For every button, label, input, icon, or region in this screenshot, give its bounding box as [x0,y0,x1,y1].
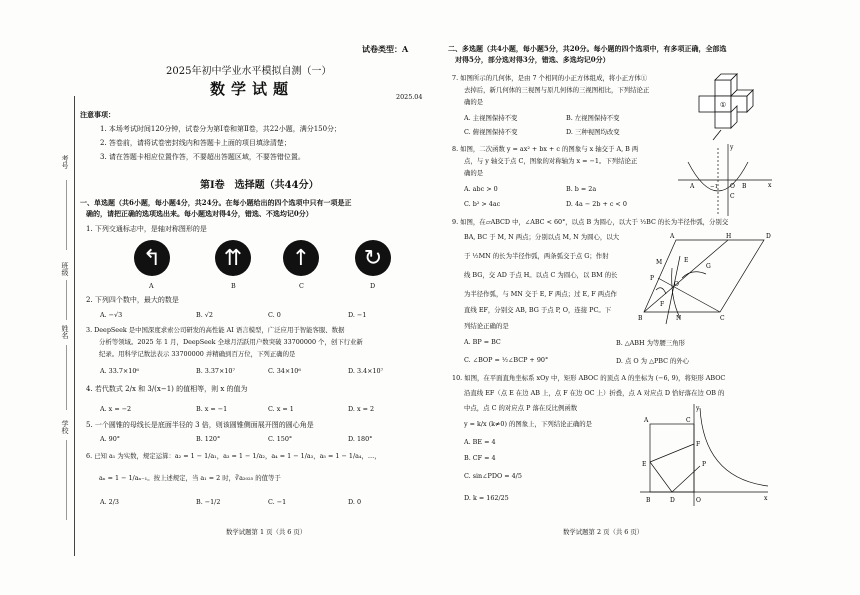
binding-blank-1 [66,180,67,250]
q9-line3: 于 ½MN 的长为半径作弧，两条弧交于点 G；作射 [464,252,609,260]
q8-label-neg1: −1 [710,184,719,190]
q7-option-c: C. 俯视图保持不变 [464,128,518,136]
q6-option-c: C. −1 [268,498,287,506]
q3-option-b: B. 3.37×10⁷ [196,367,236,375]
paper-type: 试卷类型：A [362,44,409,54]
q9-parallelogram-figure [636,228,776,328]
q10-line3: 中点，点 C 的对应点 P 落在反比例函数 [464,404,578,412]
q9-label-c: C [720,315,725,322]
q10-line1: 10. 如图，在平面直角坐标系 xOy 中，矩形 ABOC 的顶点 A 的坐标为 (−6, 9)，将矩形 ABOC [452,374,726,382]
q8-label-y: y [730,144,734,151]
q6-line1: 6. 已知 a₁ 为实数，规定运算：a₂ = 1 − 1/a₁，a₃ = 1 − 1/a₂，a₄ = 1 − 1/a₃，a₅ = 1 − 1/a₄，…， [86,452,381,460]
q9-label-e: E [684,257,689,264]
footer-right: 数学试题第 2 页（共 6 页） [563,528,644,536]
q9-option-c: C. ∠BOP = ½∠BCP + 90° [464,356,549,364]
q9-label-o: O [674,281,679,288]
q7-line1: 7. 如图所示的几何体，是由 7 个相同的小正方体组成，将小正方体① [452,74,648,82]
q8-line3: 确的是 [464,169,484,177]
exam-title: 2025年初中学业水平模拟自测（一） [166,66,332,77]
q6-option-d: D. 0 [348,498,362,506]
binding-blank-2 [66,280,67,320]
notice-heading: 注意事项： [80,110,115,119]
q8-label-b: B [742,183,747,190]
q9-line2: BA, BC 于 M, N 两点；分别以点 M, N 为圆心，以大 [464,233,620,241]
q2-option-c: C. 0 [268,311,281,319]
q9-label-d: D [766,233,771,240]
binding-label-exam-number: 考号 [61,155,69,169]
binding-label-class: 班级 [61,262,69,276]
q3-line2: 分析等领域。2025 年 1 月，DeepSeek 全球月活跃用户数突破 33700000 个，创下行业新 [99,338,363,346]
q1-sign-d-roundabout-icon: ↻ [355,240,391,276]
q7-line2: 去掉后，新几何体的三视图与原几何体的三视图相比，下列结论正 [464,86,650,94]
q3-option-a: A. 33.7×10⁶ [100,367,139,375]
q3-line3: 纪录。用科学记数法表示 33700000 并精确到百万位，下列正确的是 [99,350,296,358]
q9-label-b: B [638,315,643,322]
q1-label-d: D [370,282,376,290]
q9-label-p: P [650,275,655,282]
q1-label-a: A [149,282,154,290]
q6-line2: aₙ = 1 − 1/aₙ₋₁。按上述规定，当 a₁ = 2 时，∛a₂₀₂₅ 的值等于 [99,474,281,482]
q8-label-c: C [730,193,735,200]
q9-line4: 线 BG，交 AD 于点 H。以点 C 为圆心，以 BM 的长 [464,271,618,279]
q2-option-d: D. −1 [348,311,367,319]
binding-label-name: 姓名 [61,325,69,339]
q5-option-b: B. 120° [196,435,221,443]
q10-label-a: A [644,417,649,424]
q7-fig-label: ① [719,101,727,109]
q10-label-x: x [764,495,768,502]
q8-option-d: D. 4a − 2b + c < 0 [566,200,627,208]
notice-item-1: 1. 本场考试时间120分钟，试卷分为第Ⅰ卷和第Ⅱ卷，共22小题，满分150分； [100,125,342,133]
q3-option-c: C. 34×10⁶ [268,367,301,375]
q8-option-a: A. abc > 0 [464,185,498,193]
q9-label-n: N [676,315,682,322]
section2-line1: 二、多选题（共4小题，每小题5分，共20分。每小题的四个选项中，有多项正确，全部选 [448,44,727,53]
q10-label-y: y [696,405,700,412]
q9-option-d: D. 点 O 为 △PBC 的外心 [616,357,690,365]
q10-label-f: F [696,441,701,448]
q3-option-d: D. 3.4×10⁷ [348,367,384,375]
q8-parabola-figure [676,140,776,220]
subject-title: 数学试题 [210,80,295,98]
q9-label-a: A [670,233,675,240]
volume1-title: 第Ⅰ卷 选择题（共44分） [200,180,319,191]
q5-option-c: C. 150° [268,435,293,443]
notice-item-3: 3. 请在答题卡相应位置作答，不要超出答题区域，不要答错位置。 [100,153,305,161]
q1-sign-b-split-arrows-icon: ⇈ [215,240,251,276]
q2-option-a: A. −√3 [100,311,123,319]
q9-line6: 直线 EF，分别交 AB, BG 于点 P, O，连接 PC。下 [464,306,612,314]
q7-option-b: B. 左视图保持不变 [566,114,620,122]
binding-line [74,96,75,556]
q10-coordinate-figure [638,400,772,512]
q4-stem: 4. 若代数式 2/x 和 3/(x−1) 的值相等，则 x 的值为 [86,385,248,393]
q7-cube-figure [695,70,770,145]
q8-label-a: A [690,183,695,190]
q1-sign-c-straight-arrow-icon: ↑ [283,240,319,276]
q7-option-a: A. 主视图保持不变 [464,114,518,122]
q10-option-b: B. CF = 4 [464,454,496,462]
q10-label-c: C [686,417,691,424]
q8-line2: 点，与 y 轴交于点 C，图象的对称轴为 x = −1。下列结论正 [464,157,638,165]
q8-line1: 8. 如图，二次函数 y = ax² + bx + c 的图象与 x 轴交于 A, B 两 [452,145,639,153]
section1-line2: 确的，请把正确的选项选出来。每小题选对得4分，错选、不选均记0分） [86,209,313,218]
q9-line5: 为半径作弧，与 MN 交于 E, F 两点；过 E, F 两点作 [464,290,617,298]
q4-option-a: A. x = −2 [100,405,132,413]
q9-line1: 9. 如图，在▱ABCD 中，∠ABC < 60°，以点 B 为圆心，以大于 ½BC 的长为半径作弧，分别交 [452,218,729,226]
q10-option-c: C. sin∠PDO = 4/5 [464,472,522,480]
notice-item-2: 2. 答卷前，请将试卷密封线内和答题卡上面的项目填涂清楚； [100,139,291,147]
q5-option-d: D. 180° [348,435,373,443]
q9-option-b: B. △ABH 为等腰三角形 [616,339,685,347]
q10-option-a: A. BE = 4 [464,438,496,446]
q9-option-a: A. BP = BC [464,338,501,346]
q10-label-e: E [642,461,647,468]
q2-option-b: B. √2 [196,311,213,319]
q2-stem: 2. 下列四个数中，最大的数是 [86,296,179,304]
q4-option-d: D. x = 2 [348,405,375,413]
q7-line3: 确的是 [464,98,484,106]
q10-line2: 沿直线 EF（点 E 在边 AB 上，点 F 在边 OC 上）折叠，点 A 对应点 D 恰好落在边 OB 的 [464,389,725,397]
binding-blank-4 [66,440,67,520]
q1-label-b: B [231,282,236,290]
q10-line4: y = k/x (k≠0) 的图象上，下列结论正确的是 [464,420,593,428]
q6-option-b: B. −1/2 [196,498,221,506]
q1-stem: 1. 下列交通标志中，是轴对称图形的是 [86,225,207,233]
q1-label-c: C [299,282,304,290]
footer-left: 数学试题第 1 页（共 6 页） [226,528,307,536]
q9-label-g: G [706,263,711,270]
q1-sign-a-turn-left-icon: ↰ [134,240,170,276]
q3-line1: 3. DeepSeek 是中国深度求索公司研发的高性能 AI 语言模型，广泛应用于智能客服、数据 [86,326,345,334]
q10-label-o: O [696,497,701,504]
binding-blank-3 [66,345,67,410]
q4-option-c: C. x = 1 [268,405,294,413]
q10-label-b: B [646,497,651,504]
q8-option-c: C. b² > 4ac [464,200,501,208]
exam-date: 2025.04 [396,93,423,101]
q4-option-b: B. x = −1 [196,405,228,413]
section1-line1: 一、单选题（共6小题，每小题4分，共24分。在每小题给出的四个选项中只有一项是正 [80,198,352,207]
q10-option-d: D. k = 162/25 [464,494,509,502]
section2-line2: 对得5分，部分选对得3分，错选、多选均记0分） [455,55,610,64]
q7-option-d: D. 三种视图均改变 [566,128,620,136]
q9-label-f: F [660,301,665,308]
q8-label-o: O [730,183,735,190]
q10-label-d: D [670,497,675,504]
q5-stem: 5. 一个圆锥的母线长是底面半径的 3 倍，则该圆锥侧面展开图的圆心角是 [86,421,314,429]
binding-label-school: 学校 [61,420,69,434]
q8-option-b: B. b = 2a [566,185,597,193]
q9-label-m: M [656,259,663,266]
q5-option-a: A. 90° [100,435,121,443]
q8-label-x: x [768,182,772,189]
q9-line7: 列结论正确的是 [464,322,509,330]
q6-option-a: A. 2/3 [100,498,119,506]
q9-label-h: H [726,233,732,240]
q10-label-p: P [702,461,707,468]
